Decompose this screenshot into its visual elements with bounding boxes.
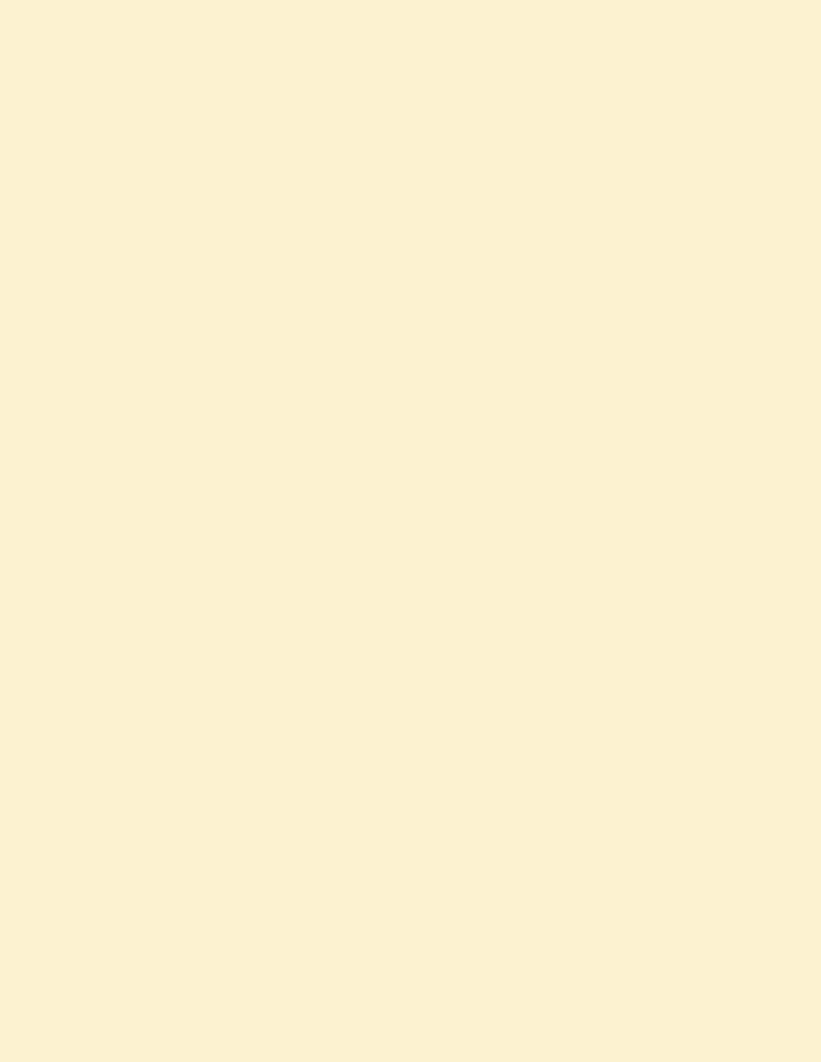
top-border bbox=[0, 22, 821, 86]
left-border bbox=[24, 0, 88, 1062]
bottom-border bbox=[0, 978, 821, 1042]
right-border bbox=[742, 0, 806, 1062]
